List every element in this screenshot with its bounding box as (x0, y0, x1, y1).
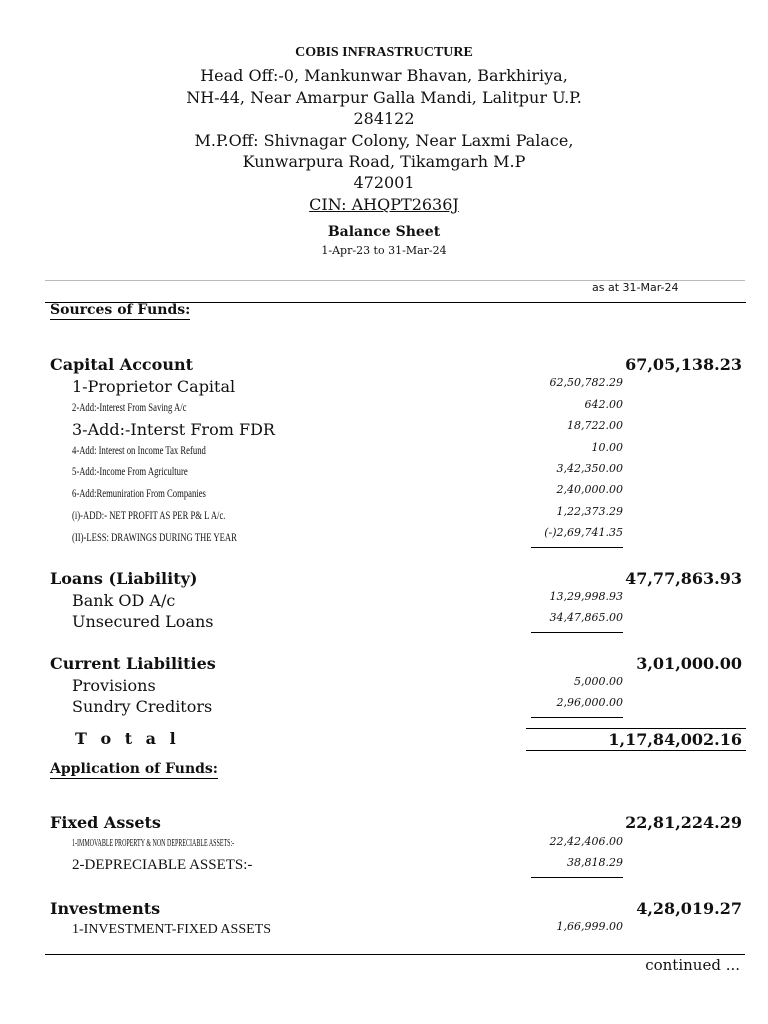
grand-total-label: T o t a l (75, 729, 180, 748)
current-liabilities-item-sundry-creditors: Sundry Creditors (72, 697, 213, 716)
capital-account-label: Capital Account (50, 355, 193, 374)
capital-item-income-agriculture: 5-Add:-Income From Agriculture (72, 464, 188, 478)
fixed-assets-label: Fixed Assets (50, 813, 161, 832)
address-line-2: NH-44, Near Amarpur Galla Mandi, Lalitpur U.P. (186, 88, 582, 107)
loans-total: 47,77,863.93 (625, 569, 742, 588)
address-line-3: 284122 (353, 109, 415, 128)
capital-item-interest-fdr: 3-Add:-Interst From FDR (72, 420, 275, 439)
capital-account-total: 67,05,138.23 (625, 355, 742, 374)
loans-amount-unsecured: 34,47,865.00 (549, 611, 623, 624)
capital-subtotal-rule (531, 547, 623, 548)
grand-total-top-rule (526, 728, 746, 729)
investments-amount-fixed-assets: 1,66,999.00 (556, 920, 623, 933)
current-liabilities-amount-provisions: 5,000.00 (574, 675, 623, 688)
address-line-5: Kunwarpura Road, Tikamgarh M.P (242, 152, 526, 171)
capital-amount-proprietor-capital: 62,50,782.29 (549, 376, 623, 389)
fixed-assets-amount-depreciable: 38,818.29 (567, 856, 623, 869)
company-name: COBIS INFRASTRUCTURE (295, 45, 473, 60)
capital-item-net-profit: (i)-ADD:- NET PROFIT AS PER P& L A/c. (72, 508, 226, 522)
address-line-4: M.P.Off: Shivnagar Colony, Near Laxmi Palace, (194, 131, 574, 150)
cin-line (0, 195, 768, 214)
capital-item-interest-tax-refund: 4-Add: Interest on Income Tax Refund (72, 443, 206, 457)
address-line-6: 472001 (353, 173, 415, 192)
report-period: 1-Apr-23 to 31-Mar-24 (321, 244, 447, 257)
investments-label: Investments (50, 899, 161, 918)
grand-total-amount: 1,17,84,002.16 (608, 730, 742, 749)
capital-item-interest-saving: 2-Add:-Interest From Saving A/c (72, 400, 187, 414)
as-at-date: as at 31-Mar-24 (592, 281, 679, 294)
capital-amount-net-profit: 1,22,373.29 (556, 505, 623, 518)
report-title: Balance Sheet (327, 224, 441, 240)
cin-number: CIN: AHQPT2636J (309, 195, 459, 214)
fixed-assets-total: 22,81,224.29 (625, 813, 742, 832)
capital-amount-remuneration: 2,40,000.00 (556, 483, 623, 496)
capital-amount-interest-tax-refund: 10.00 (591, 441, 623, 454)
fixed-assets-item-depreciable: 2-DEPRECIABLE ASSETS:- (72, 857, 253, 873)
current-liabilities-item-provisions: Provisions (72, 676, 156, 695)
current-liabilities-subtotal-rule (531, 717, 623, 718)
loans-item-bank-od: Bank OD A/c (72, 591, 176, 610)
current-liabilities-label: Current Liabilities (50, 654, 216, 673)
grand-total-bottom-rule (526, 750, 746, 751)
fixed-assets-subtotal-rule (531, 877, 623, 878)
application-of-funds-heading: Application of Funds: (50, 761, 218, 777)
fixed-assets-amount-immovable: 22,42,406.00 (549, 835, 623, 848)
capital-amount-drawings: (-)2,69,741.35 (544, 526, 623, 539)
capital-item-remuneration: 6-Add:Remuniration From Companies (72, 486, 206, 500)
address-line-1: Head Off:-0, Mankunwar Bhavan, Barkhiriya, (200, 66, 568, 85)
loans-amount-bank-od: 13,29,998.93 (549, 590, 623, 603)
sources-of-funds-heading: Sources of Funds: (50, 302, 191, 318)
loans-label: Loans (Liability) (50, 569, 198, 588)
capital-item-drawings: (II)-LESS: DRAWINGS DURING THE YEAR (72, 530, 237, 544)
capital-amount-interest-saving: 642.00 (584, 398, 623, 411)
loans-subtotal-rule (531, 632, 623, 633)
investments-item-fixed-assets: 1-INVESTMENT-FIXED ASSETS (72, 922, 271, 937)
current-liabilities-total: 3,01,000.00 (636, 654, 742, 673)
current-liabilities-amount-sundry-creditors: 2,96,000.00 (556, 696, 623, 709)
capital-amount-interest-fdr: 18,722.00 (567, 419, 623, 432)
investments-total: 4,28,019.27 (636, 899, 742, 918)
capital-amount-income-agriculture: 3,42,350.00 (556, 462, 623, 475)
capital-item-proprietor-capital: 1-Proprietor Capital (72, 377, 236, 396)
fixed-assets-item-immovable: 1-IMMOVABLE PROPERTY & NON DEPRECIABLE ASSETS:- (72, 838, 235, 849)
continued-note: continued ... (645, 956, 740, 974)
loans-item-unsecured: Unsecured Loans (72, 612, 214, 631)
footer-rule (45, 954, 745, 955)
